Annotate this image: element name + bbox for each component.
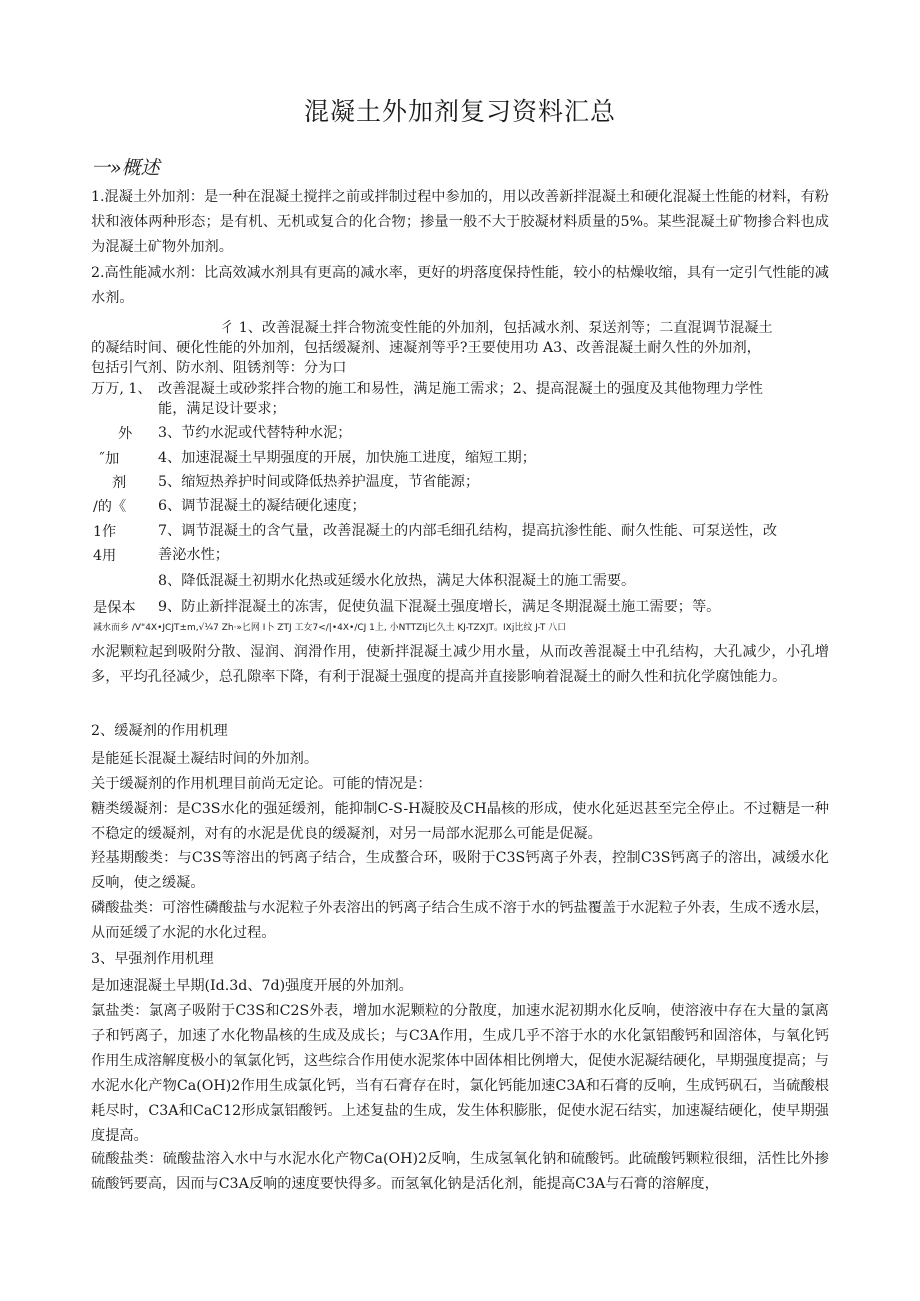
function-item: 6、调节混凝土的凝结硬化速度； [158, 498, 366, 514]
function-item: 善泌水性； [158, 547, 229, 563]
function-item: 4、加速混凝土早期强度的开展，加快施工进度，缩短工期； [158, 450, 536, 466]
function-item-1-cont: 能，满足设计要求； [158, 401, 286, 417]
retarder-phosphate: 磷酸盐类：可溶性磷酸盐与水泥粒子外表溶出的钙离子结合生成不溶于水的钙盐覆盖于水泥粒子外表，生成不透水层，从而延缓了水泥的水化过程。 [91, 900, 829, 941]
function-prefix: 万万, 1、 [91, 381, 152, 397]
side-label: 是保本 [93, 600, 136, 616]
classification-line-3: 包括引气剂、防水剂、阻锈剂等：分为口 [91, 360, 347, 376]
side-label: ˝加 [98, 451, 120, 467]
function-item: 5、缩短热养护时间或降低热养护温度，节省能源； [158, 474, 480, 490]
paragraph-high-performance: 2.高性能减水剂：比高效减水剂具有更高的减水率，更好的坍落度保持性能，较小的枯燥收缩，具有一定引气性能的减水剂。 [91, 265, 829, 306]
classification-line-2: 的凝结时间、硬化性能的外加剂，包括缓凝剂、速凝剂等乎?王要使用功 A3、改善混凝土耐久性的外加剂， [91, 340, 761, 356]
retarder-hydroxy: 羟基期酸类：与C3S等溶出的钙离子结合，生成螯合环，吸附于C3S钙离子外表，控制C3S钙离子的溶出，减缓水化反响，使之缓凝。 [91, 850, 829, 891]
retarder-sugar: 糖类缓凝剂：是C3S水化的强延缓剂，能抑制C-S-H凝胶及CH晶核的形成，使水化延迟甚至完全停止。不过糖是一种不稳定的缓凝剂，对有的水泥是优良的缓凝剂，对另一局部水泥那么可能是促凝。 [91, 801, 829, 842]
section-heading-overview: 一»概述 [91, 157, 160, 179]
garbled-ocr-line: 减水而乡 /V"4X•JCJT±m,√¼7 Zh·»匕网 I卜 ZTJ 工女7</|•4X•/CJ 1上, 小NTTZIj匕久土 KJ-TZXJT。IXj比纹 J-T 八口 [93, 623, 567, 633]
function-item: 3、节约水泥或代替特种水泥； [158, 425, 352, 441]
side-label: 4用 [93, 548, 117, 564]
side-label: /的《 [93, 499, 127, 515]
function-item: 9、防止新拌混凝土的冻害，促使负温下混凝土强度增长，满足冬期混凝土施工需要；等。 [158, 599, 721, 615]
side-label: 剂 [112, 475, 127, 491]
function-item: 8、降低混凝土初期水化热或延缓水化放热，满足大体积混凝土的施工需要。 [158, 573, 636, 589]
page-title: 混凝土外加剂复习资料汇总 [303, 97, 616, 126]
heading-retarder: 2、缓凝剂的作用机理 [91, 723, 228, 739]
paragraph-definition: 1.混凝土外加剂：是一种在混凝土搅拌之前或拌制过程中参加的，用以改善新拌混凝土和硬化混凝土性能的材料，有粉状和液体两种形态；是有机、无机或复合的化合物；掺量一般不大于胶凝材料质量的5%。某些混凝土矿物掺合料也成为混凝土矿物外加剂。 [91, 189, 829, 255]
early-sulfate: 硫酸盐类：硫酸盐溶入水中与水泥水化产物Ca(OH)2反响，生成氢氧化钠和硫酸钙。此硫酸钙颗粒很细，活性比外掺硫酸钙要高，因而与C3A反响的速度要快得多。而氢氧化钠是活化剂，能提高C3A与石膏的溶解度， [91, 1151, 829, 1192]
side-label: 1作 [93, 524, 117, 540]
side-label: 外 [118, 426, 133, 442]
heading-early-strength: 3、早强剂作用机理 [91, 951, 214, 967]
classification-line-1: 彳 1、改善混凝土拌合物流变性能的外加剂，包括减水剂、泵送剂等；二直混调节混凝土 [220, 320, 773, 336]
function-item-1: 改善混凝土或砂浆拌合物的施工和易性，满足施工需求；2、提高混凝土的强度及其他物理力学性 [158, 381, 763, 397]
retarder-intro: 关于缓凝剂的作用机理目前尚无定论。可能的情况是： [91, 776, 432, 792]
paragraph-water-reducer-mechanism: 水泥颗粒起到吸附分散、湿润、润滑作用，使新拌混凝土减少用水量，从而改善混凝土中孔结构，大孔减少，小孔增多，平均孔径减少，总孔隙率下降，有利于混凝土强度的提高并直接影响着混凝土的耐久性和抗化学腐蚀能力。 [91, 644, 829, 685]
early-chloride: 氯盐类：氯离子吸附于C3S和C2S外表，增加水泥颗粒的分散度，加速水泥初期水化反响，使溶液中存在大量的氯离子和钙离子，加速了水化物晶核的生成及成长；与C3A作用，生成几乎不溶于水的水化氯铝酸钙和固溶体，与氧化钙作用生成溶解度极小的氧氯化钙，这些综合作用使水泥浆体中固体相比例增大，促使水泥凝结硬化，早期强度提高；与水泥水化产物Ca(OH)2作用生成氯化钙，当有石膏存在时，氯化钙能加速C3A和石膏的反响，生成钙矾石，当硫酸根耗尽时，C3A和CaC12形成氯铝酸钙。上述复盐的生成，发生体积膨胀，促使水泥石结实，加速凝结硬化，使早期强度提高。 [91, 1003, 829, 1144]
retarder-definition: 是能延长混凝土凝结时间的外加剂。 [91, 751, 319, 767]
function-item: 7、调节混凝土的含气量，改善混凝土的内部毛细孔结构，提高抗渗性能、耐久性能、可泵送性，改 [158, 523, 778, 539]
early-definition: 是加速混凝土早期(Id.3d、7d)强度开展的外加剂。 [91, 978, 413, 994]
